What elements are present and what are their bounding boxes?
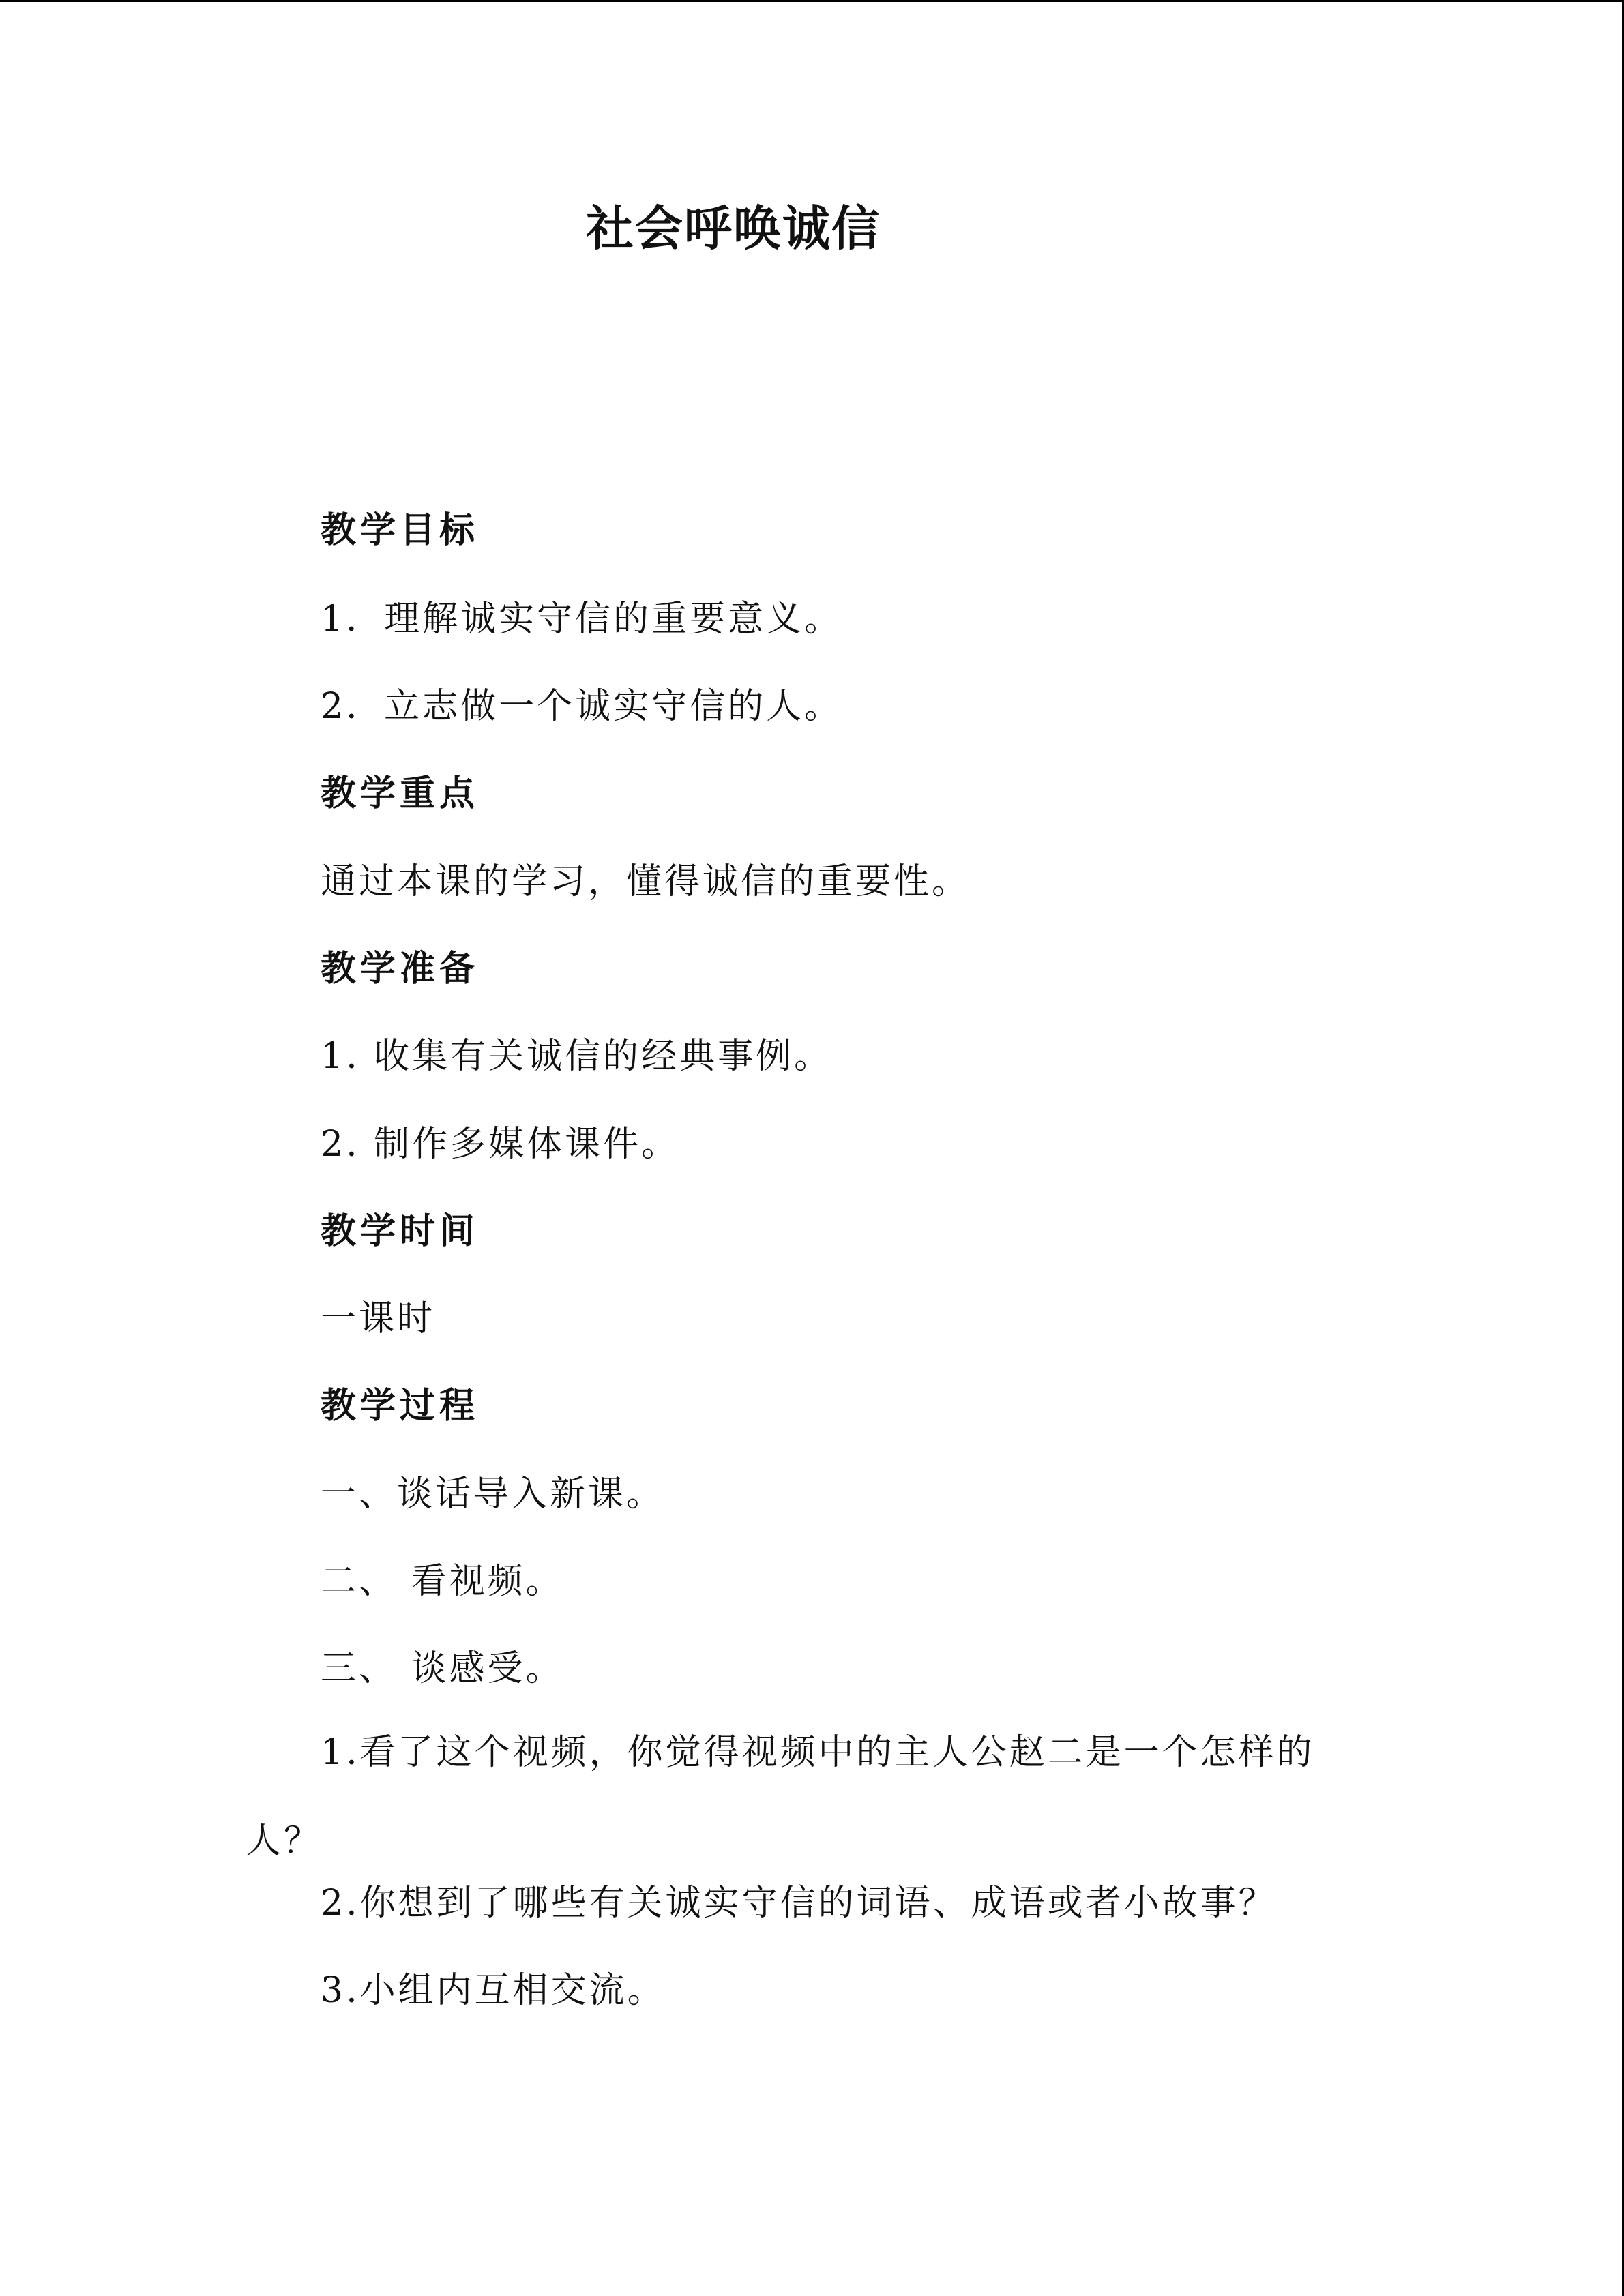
question-1: 1.看了这个视频，你觉得视频中的主人公赵二是一个怎样的人？ bbox=[246, 1732, 1315, 1862]
process-step-1: 一、谈话导入新课。 bbox=[321, 1474, 665, 1515]
question-2: 2.你想到了哪些有关诚实守信的词语、成语或者小故事？ bbox=[321, 1883, 1277, 1924]
process-step-3: 三、 谈感受。 bbox=[321, 1648, 564, 1689]
preparation-1: 1. 收集有关诚信的经典事例。 bbox=[321, 1036, 833, 1077]
heading-objectives: 教学目标 bbox=[321, 510, 479, 551]
heading-key-points: 教学重点 bbox=[321, 773, 479, 814]
question-3: 3.小组内互相交流。 bbox=[321, 1970, 666, 2011]
preparation-2: 2. 制作多媒体课件。 bbox=[321, 1124, 680, 1165]
heading-process: 教学过程 bbox=[321, 1386, 479, 1427]
document-title: 社会呼唤诚信 bbox=[586, 200, 881, 256]
heading-preparation: 教学准备 bbox=[321, 949, 479, 989]
key-point-text: 通过本课的学习，懂得诚信的重要性。 bbox=[321, 861, 971, 902]
heading-time: 教学时间 bbox=[321, 1211, 479, 1252]
objective-2: 2．立志做一个诚实守信的人。 bbox=[321, 686, 843, 727]
objective-1: 1．理解诚实守信的重要意义。 bbox=[321, 599, 843, 640]
process-step-2: 二、 看视频。 bbox=[321, 1561, 564, 1602]
page-border-top bbox=[0, 0, 1624, 2]
time-text: 一课时 bbox=[321, 1298, 436, 1339]
